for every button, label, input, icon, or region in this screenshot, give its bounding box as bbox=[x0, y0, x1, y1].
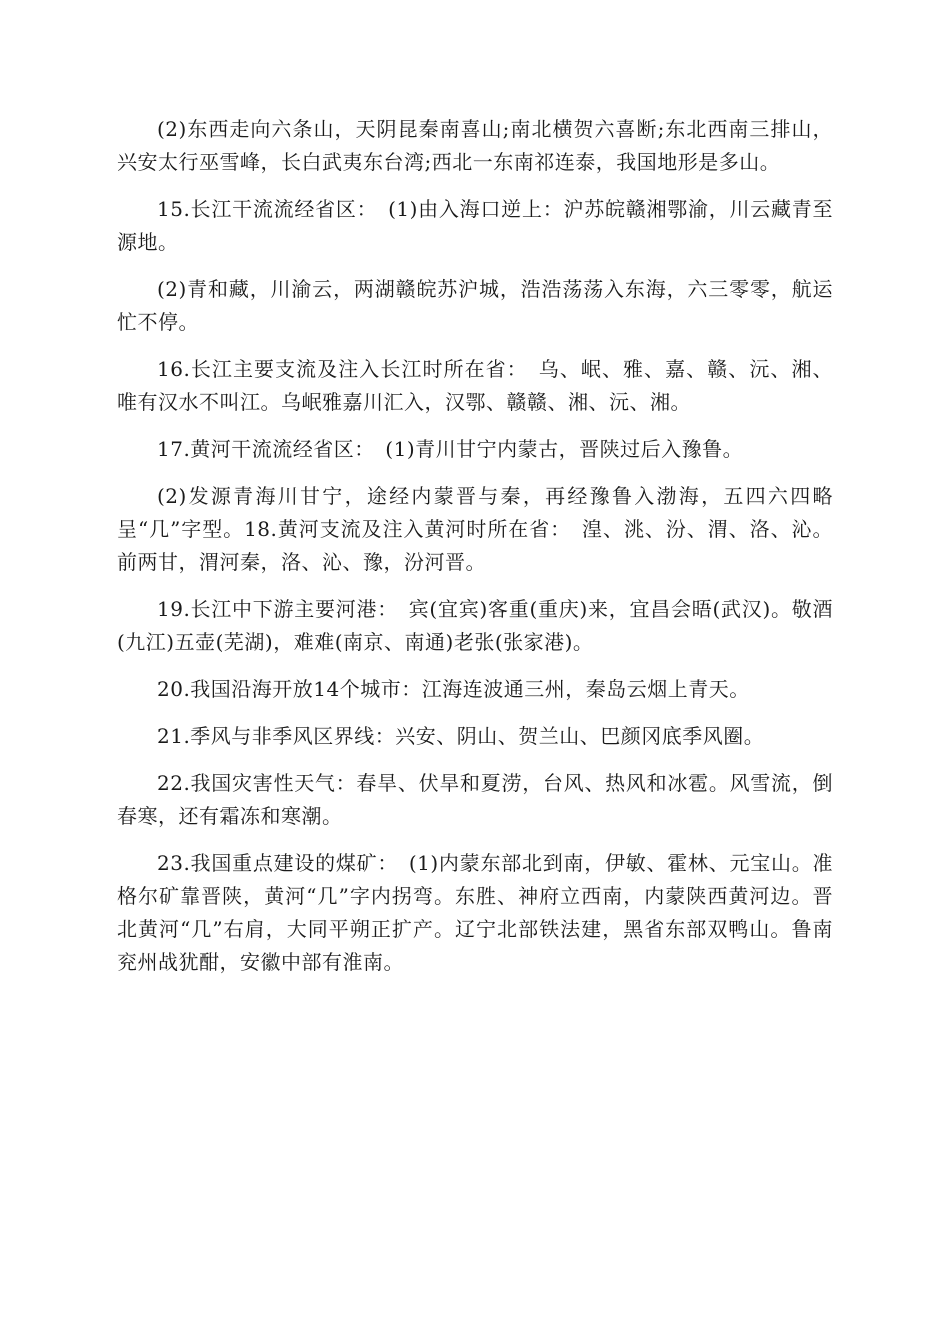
paragraph-yangtze-provinces-2: (2)青和藏，川渝云，两湖赣皖苏沪城，浩浩荡荡入东海，六三零零，航运忙不停。 bbox=[117, 277, 833, 334]
paragraph-yangtze-provinces-1: 15.长江干流流经省区： (1)由入海口逆上：沪苏皖赣湘鄂渝，川云藏青至源地。 bbox=[117, 197, 833, 254]
paragraph-yellow-river-provinces-2: (2)发源青海川甘宁，途经内蒙晋与秦，再经豫鲁入渤海，五四六四略呈“几”字型。18.黄河支流及注入黄河时所在省： 湟、洮、汾、渭、洛、沁。前两甘，渭河秦，洛、沁、豫，汾河晋。 bbox=[117, 484, 833, 574]
paragraph-mountain-ranges: (2)东西走向六条山，天阴昆秦南喜山;南北横贺六喜断;东北西南三排山，兴安太行巫雪峰，长白武夷东台湾;西北一东南祁连泰，我国地形是多山。 bbox=[117, 117, 833, 174]
document-page bbox=[117, 113, 833, 993]
paragraph-coastal-cities: 20.我国沿海开放14个城市：江海连波通三州，秦岛云烟上青天。 bbox=[157, 677, 750, 701]
paragraph-coal-mines: 23.我国重点建设的煤矿： (1)内蒙东部北到南，伊敏、霍林、元宝山。准格尔矿靠晋陕，黄河“几”字内拐弯。东胜、神府立西南，内蒙陕西黄河边。晋北黄河“几”右肩，大同平朔正扩产。辽宁北部铁法建，黑省东部双鸭山。鲁南兖州战犹酣，安徽中部有淮南。 bbox=[117, 851, 833, 974]
paragraph-yellow-river-provinces-1: 17.黄河干流流经省区： (1)青川甘宁内蒙古，晋陕过后入豫鲁。 bbox=[157, 437, 744, 461]
paragraph-yangtze-tributaries: 16.长江主要支流及注入长江时所在省： 乌、岷、雅、嘉、赣、沅、湘、唯有汉水不叫江。乌岷雅嘉川汇入，汉鄂、赣赣、湘、沅、湘。 bbox=[117, 357, 833, 414]
paragraph-disaster-weather: 22.我国灾害性天气：春旱、伏旱和夏涝，台风、热风和冰雹。风雪流，倒春寒，还有霜冻和寒潮。 bbox=[117, 771, 833, 828]
paragraph-yangtze-ports: 19.长江中下游主要河港： 宾(宜宾)客重(重庆)来，宜昌会晤(武汉)。敬酒(九江)五壶(芜湖)，难难(南京、南通)老张(张家港)。 bbox=[117, 597, 833, 654]
paragraph-monsoon-boundary: 21.季风与非季风区界线：兴安、阴山、贺兰山、巴颜冈底季风圈。 bbox=[157, 724, 765, 748]
